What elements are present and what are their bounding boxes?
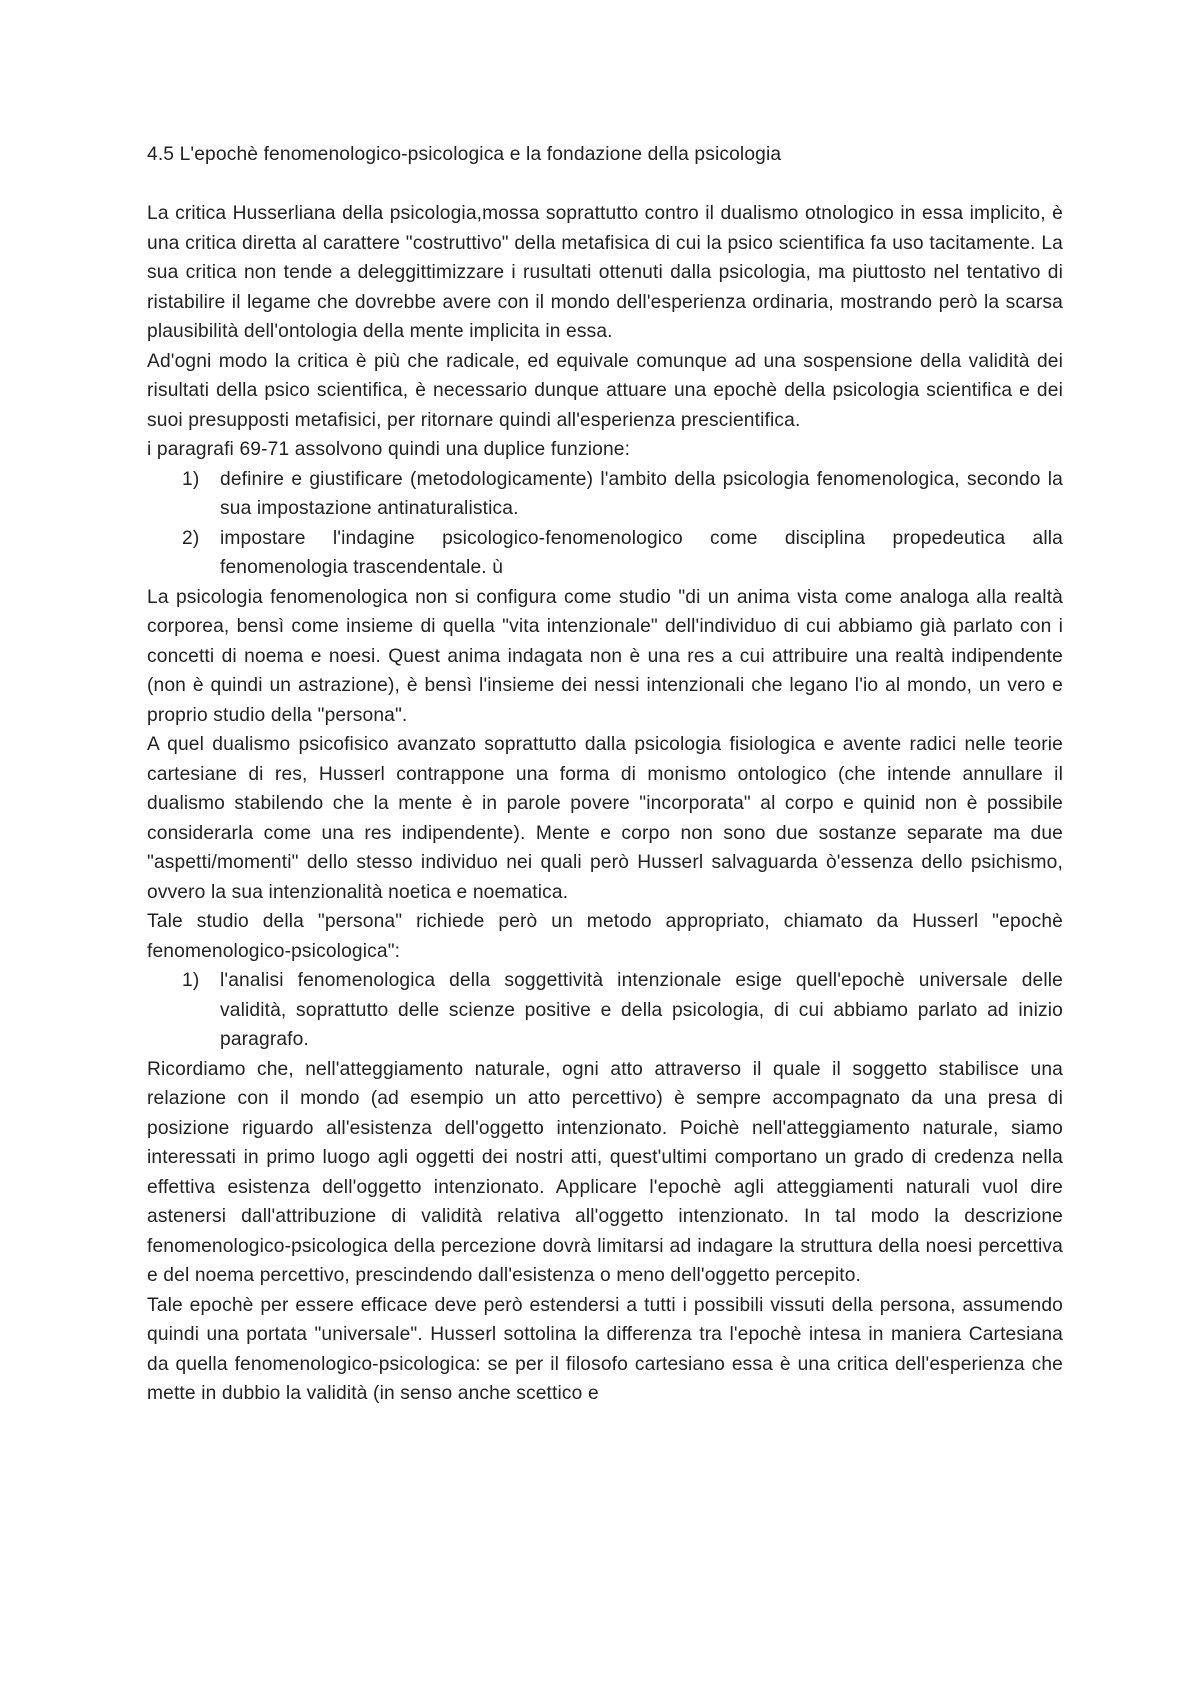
paragraph: Ad'ogni modo la critica è più che radicale, ed equivale comunque ad una sospensione della validità dei risultati della psico scientifica, è necessario dunque attuare una epochè della psicologia scientifica e dei suoi presupposti metafisici, per ritornare quindi all'esperienza prescientifica. <box>147 350 1063 431</box>
paragraph: i paragrafi 69-71 assolvono quindi una duplice funzione: <box>147 439 631 460</box>
paragraph: La psicologia fenomenologica non si configura come studio "di un anima vista come analoga alla realtà corporea, bensì come insieme di quella "vita intenzionale" dell'individuo di cui abbiamo già parlato con i concetti di noema e noesi. Quest anima indagata non è una res a cui attribuire una realtà indipendente (non è quindi un astrazione), è bensì l'insieme dei nessi intenzionali che legano l'io al mondo, un vero e proprio studio della "persona". <box>147 586 1063 726</box>
list-item <box>147 524 1063 583</box>
paragraph: Tale epochè per essere efficace deve però estendersi a tutti i possibili vissuti della persona, assumendo quindi una portata "universale". Husserl sottolina la differenza tra l'epochè intesa in maniera Cartesiana da quella fenomenologico-psicologica: se per il filosofo cartesiano essa è una critica dell'esperienza che mette in dubbio la validità (in senso anche scettico e <box>147 1294 1063 1404</box>
list-item <box>147 966 1063 1055</box>
paragraph: Ricordiamo che, nell'atteggiamento naturale, ogni atto attraverso il quale il soggetto stabilisce una relazione con il mondo (ad esempio un atto percettivo) è sempre accompagnato da una presa di posizione riguardo all'esistenza dell'oggetto intenzionato. Poichè nell'atteggiamento naturale, siamo interessati in primo luogo agli oggetti dei nostri atti, quest'ultimi comportano un grado di credenza nella effettiva esistenza dell'oggetto intenzionato. Applicare l'epochè agli atteggiamenti naturali vuol dire astenersi dall'attribuzione di validità relativa all'oggetto intenzionato. In tal modo la descrizione fenomenologico-psicologica della percezione dovrà limitarsi ad indagare la struttura della noesi percettiva e del noema percettivo, prescindendo dall'esistenza o meno dell'oggetto percepito. <box>147 1058 1063 1286</box>
list-item-text: definire e giustificare (metodologicamente) l'ambito della psicologia fenomenologica, secondo la sua impostazione antinaturalistica. <box>220 468 1063 519</box>
numbered-list <box>147 465 1063 583</box>
paragraph: Tale studio della "persona" richiede però un metodo appropriato, chiamato da Husserl "epochè fenomenologico-psicologica": <box>147 911 1063 962</box>
numbered-list <box>147 966 1063 1055</box>
list-number: 2) <box>182 527 200 549</box>
list-number: 1) <box>182 970 200 991</box>
paragraph: A quel dualismo psicofisico avanzato soprattutto dalla psicologia fisiologica e avente radici nelle teorie cartesiane di res, Husserl contrappone una forma di monismo ontologico (che intende annullare il dualismo stabilendo che la mente è in parole povere "incorporata" al corpo e quinid non è possibile considerarla come una res indipendente). Mente e corpo non sono due sostanze separate ma due "aspetti/momenti" dello stesso individuo nei quali però Husserl salvaguarda ò'essenza dello psichismo, ovvero la sua intenzionalità noetica e noematica. <box>147 734 1063 903</box>
section-title: 4.5 L'epochè fenomenologico-psicologica e la fondazione della psicologia <box>147 144 782 165</box>
document-page <box>147 140 1063 1409</box>
paragraph: La critica Husserliana della psicologia,mossa soprattutto contro il dualismo otnologico in essa implicito, è una critica diretta al carattere "costruttivo" della metafisica di cui la psico scientifica fa uso tacitamente. La sua critica non tende a deleggittimizzare i rusultati ottenuti dalla psicologia, ma piuttosto nel tentativo di ristabilire il legame che dovrebbe avere con il mondo dell'esperienza ordinaria, mostrando però la scarsa plausibilità dell'ontologia della mente implicita in essa. <box>147 203 1063 342</box>
list-number: 1) <box>182 468 200 490</box>
list-item-text: impostare l'indagine psicologico-fenomenologico come disciplina propedeutica alla fenomenologia trascendentale. ù <box>220 527 1063 578</box>
list-item <box>147 465 1063 524</box>
list-item-text: l'analisi fenomenologica della soggettività intenzionale esige quell'epochè universale delle validità, soprattutto delle scienze positive e della psicologia, di cui abbiamo parlato ad inizio paragrafo. <box>220 970 1063 1050</box>
